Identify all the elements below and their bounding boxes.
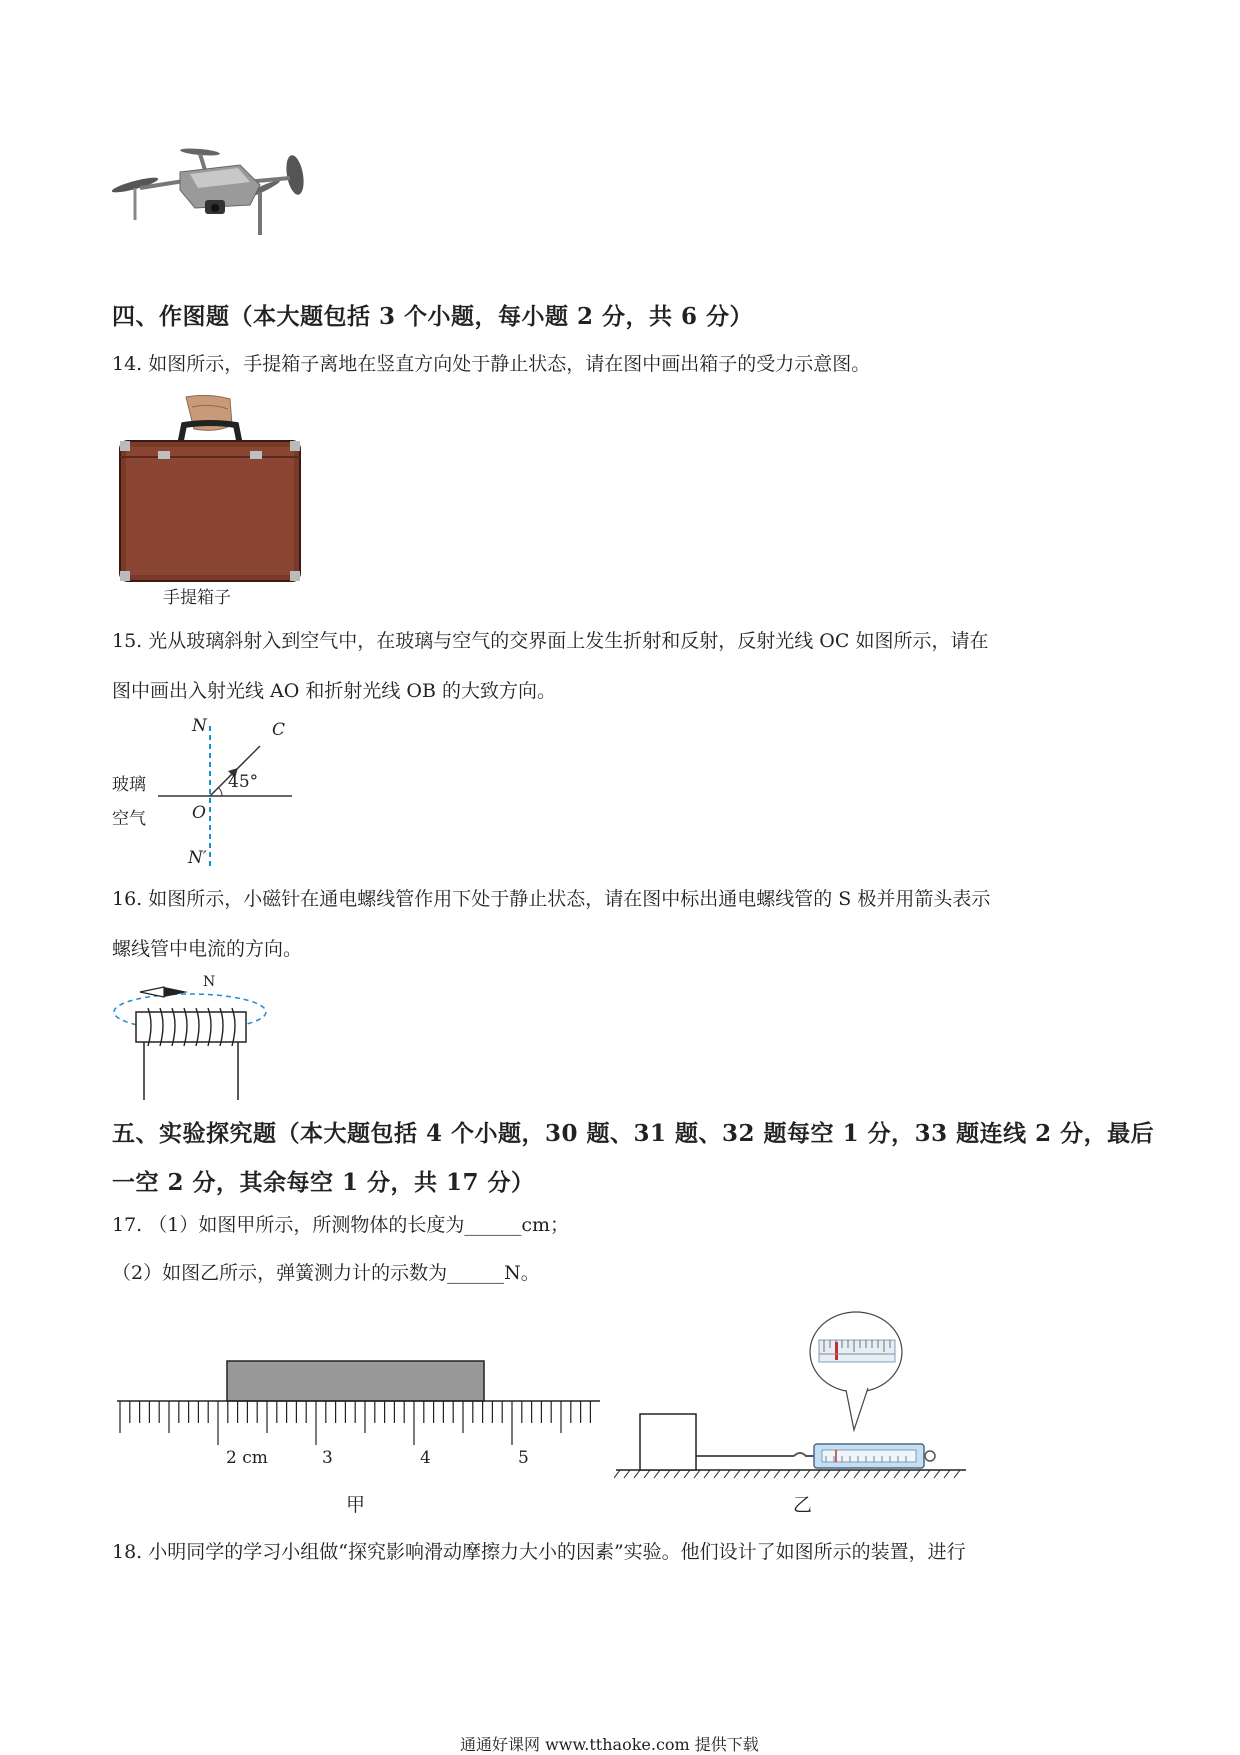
fig15-label-c: C — [272, 720, 286, 740]
section5-heading-line1: 五、实验探究题（本大题包括 4 个小题，30 题、31 题、32 题每空 1 分，33 题连线 2 分，最后 — [112, 1120, 1155, 1147]
fig16-label-n: N — [203, 974, 216, 990]
fig-a-caption: 甲 — [346, 1494, 366, 1516]
q18-text: 18. 小明同学的学习小组做“探究影响滑动摩擦力大小的因素”实验。他们设计了如图所示的装置，进行 — [112, 1541, 966, 1563]
q14-text: 14. 如图所示，手提箱子离地在竖直方向处于静止状态，请在图中画出箱子的受力示意图。 — [112, 353, 871, 375]
spring-scale-figure — [614, 1310, 974, 1490]
drone-image — [110, 140, 310, 250]
q17-part1: 17. （1）如图甲所示，所测物体的长度为______cm； — [112, 1214, 570, 1236]
fig15-label-air: 空气 — [112, 809, 146, 829]
solenoid-figure — [110, 972, 270, 1102]
suitcase-image — [118, 395, 303, 585]
fig15-label-glass: 玻璃 — [112, 775, 146, 795]
section5-heading-line2: 一空 2 分，其余每空 1 分，共 17 分） — [112, 1169, 535, 1196]
fig15-label-o: O — [192, 803, 206, 823]
q17-part2: （2）如图乙所示，弹簧测力计的示数为______N。 — [112, 1262, 540, 1284]
refraction-figure — [110, 718, 310, 878]
ruler-figure — [115, 1355, 605, 1465]
ruler-tick-4: 4 — [420, 1448, 431, 1468]
fig-b-caption: 乙 — [793, 1494, 813, 1516]
ruler-tick-3: 3 — [322, 1448, 333, 1468]
section4-heading: 四、作图题（本大题包括 3 个小题，每小题 2 分，共 6 分） — [112, 303, 754, 330]
q15-line2: 图中画出入射光线 AO 和折射光线 OB 的大致方向。 — [112, 680, 556, 702]
q16-line1: 16. 如图所示，小磁针在通电螺线管作用下处于静止状态，请在图中标出通电螺线管的 S 极并用箭头表示 — [112, 888, 991, 910]
fig15-label-n2: N′ — [188, 848, 207, 868]
q16-line2: 螺线管中电流的方向。 — [112, 938, 303, 960]
q14-caption: 手提箱子 — [163, 588, 231, 608]
q15-line1: 15. 光从玻璃斜射入到空气中，在玻璃与空气的交界面上发生折射和反射，反射光线 OC 如图所示，请在 — [112, 630, 989, 652]
ruler-tick-5: 5 — [518, 1448, 529, 1468]
fig15-label-angle: 45° — [228, 772, 259, 792]
page-footer: 通通好课网 www.tthaoke.com 提供下载 — [460, 1735, 759, 1754]
fig15-label-n: N — [192, 716, 207, 736]
ruler-tick-2: 2 cm — [226, 1448, 268, 1468]
